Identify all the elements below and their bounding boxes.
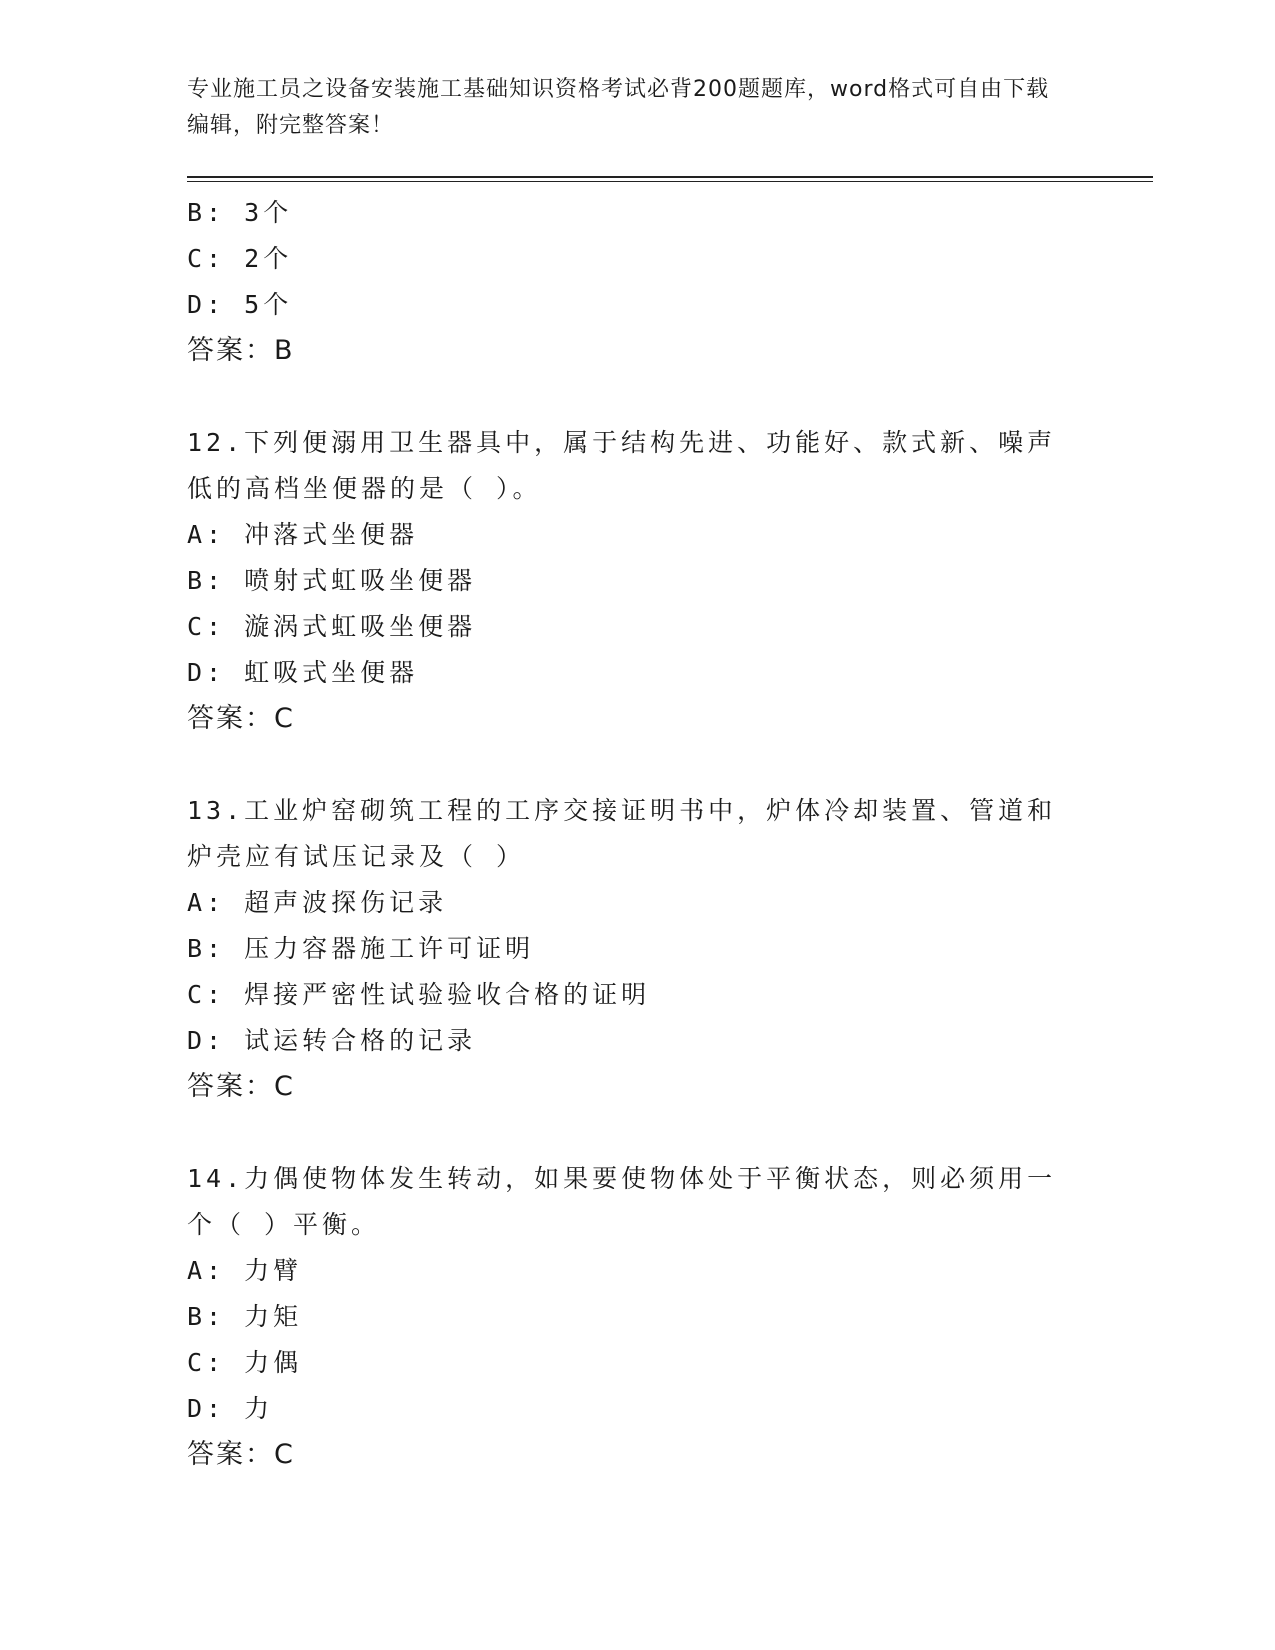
header-divider-thin — [187, 181, 1153, 182]
option-c: C: 力偶 — [187, 1348, 303, 1377]
question-stem: 12.下列便溺用卫生器具中，属于结构先进、功能好、款式新、噪声低的高档坐便器的是（ ）。 — [187, 428, 1057, 503]
spacer — [187, 1110, 1087, 1156]
option-d: D: 试运转合格的记录 — [187, 1026, 477, 1055]
question-12 — [187, 420, 1087, 742]
option-b: B: 力矩 — [187, 1302, 303, 1331]
option-b: B: 喷射式虹吸坐便器 — [187, 566, 477, 595]
question-13 — [187, 788, 1087, 1110]
answer-line: 答案：C — [187, 1439, 295, 1470]
answer-line: 答案：B — [187, 335, 295, 366]
option-a: A: 力臂 — [187, 1256, 303, 1285]
option-a: A: 冲落式坐便器 — [187, 520, 419, 549]
option-d: D: 虹吸式坐便器 — [187, 658, 419, 687]
question-stem: 14.力偶使物体发生转动，如果要使物体处于平衡状态，则必须用一个（ ）平衡。 — [187, 1164, 1057, 1239]
header-divider-thick — [187, 176, 1153, 178]
option-d: D: 力 — [187, 1394, 274, 1423]
answer-line: 答案：C — [187, 1071, 295, 1102]
option-a: A: 超声波探伤记录 — [187, 888, 448, 917]
question-stem: 13.工业炉窑砌筑工程的工序交接证明书中，炉体冷却装置、管道和炉壳应有试压记录及（ ） — [187, 796, 1057, 871]
spacer — [187, 374, 1087, 420]
question-14 — [187, 1156, 1087, 1478]
document-header: 专业施工员之设备安装施工基础知识资格考试必背200题题库，word格式可自由下载编辑，附完整答案！ — [187, 77, 1050, 138]
question-11 — [187, 190, 1087, 374]
option-b: B: 3个 — [187, 198, 293, 227]
option-c: C: 2个 — [187, 244, 293, 273]
option-c: C: 漩涡式虹吸坐便器 — [187, 612, 477, 641]
option-c: C: 焊接严密性试验验收合格的证明 — [187, 980, 651, 1009]
option-b: B: 压力容器施工许可证明 — [187, 934, 535, 963]
answer-line: 答案：C — [187, 703, 295, 734]
spacer — [187, 742, 1087, 788]
question-list — [187, 190, 1087, 1478]
option-d: D: 5个 — [187, 290, 293, 319]
